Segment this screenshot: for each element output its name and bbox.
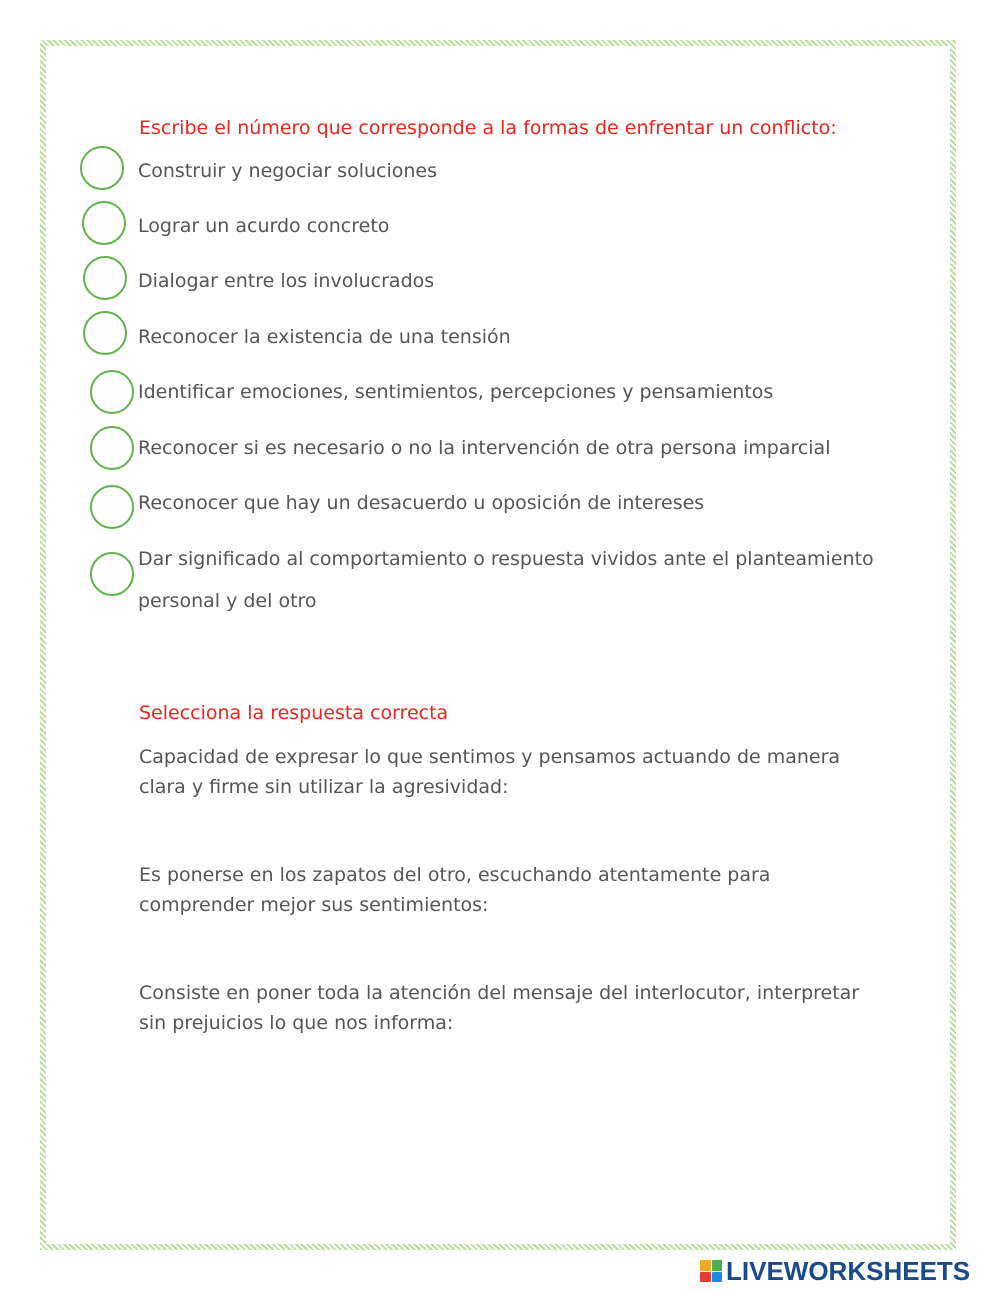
answer-circle-8[interactable] xyxy=(90,552,134,596)
logo-square-3 xyxy=(700,1272,711,1283)
answer-circle-4[interactable] xyxy=(83,311,127,355)
answer-circle-1[interactable] xyxy=(80,146,124,190)
brand-name: LIVEWORKSHEETS xyxy=(726,1255,971,1286)
conflict-item-7: Reconocer que hay un desacuerdo u oposición de intereses xyxy=(138,492,705,514)
conflict-item-2: Lograr un acurdo concreto xyxy=(138,215,390,237)
conflict-item-1: Construir y negociar soluciones xyxy=(138,160,438,182)
liveworksheets-brand xyxy=(700,1255,971,1286)
section2-heading: Selecciona la respuesta correcta xyxy=(139,702,449,724)
answer-circle-6[interactable] xyxy=(90,426,134,470)
answer-circle-7[interactable] xyxy=(90,485,134,529)
question-3: Consiste en poner toda la atención del mensaje del interlocutor, interpretar sin prejuicios lo que nos informa: xyxy=(139,982,860,1034)
question-1: Capacidad de expresar lo que sentimos y pensamos actuando de manera clara y firme sin utilizar la agresividad: xyxy=(139,746,841,798)
section1-heading: Escribe el número que corresponde a la formas de enfrentar un conflicto: xyxy=(139,117,837,139)
conflict-item-6: Reconocer si es necesario o no la intervención de otra persona imparcial xyxy=(138,437,831,459)
answer-circle-5[interactable] xyxy=(90,370,134,414)
logo-square-4 xyxy=(712,1272,723,1283)
conflict-item-8: Dar significado al comportamiento o respuesta vividos ante el planteamiento personal y del otro xyxy=(138,548,874,612)
logo-square-2 xyxy=(712,1260,723,1271)
logo-square-1 xyxy=(700,1260,711,1271)
conflict-item-5: Identificar emociones, sentimientos, percepciones y pensamientos xyxy=(138,381,774,403)
conflict-item-3: Dialogar entre los involucrados xyxy=(138,270,435,292)
conflict-item-4: Reconocer la existencia de una tensión xyxy=(138,326,511,348)
answer-circle-3[interactable] xyxy=(83,256,127,300)
liveworksheets-logo-icon xyxy=(700,1260,722,1282)
answer-circle-2[interactable] xyxy=(82,201,126,245)
question-2: Es ponerse en los zapatos del otro, escuchando atentamente para comprender mejor sus sentimientos: xyxy=(139,864,771,916)
